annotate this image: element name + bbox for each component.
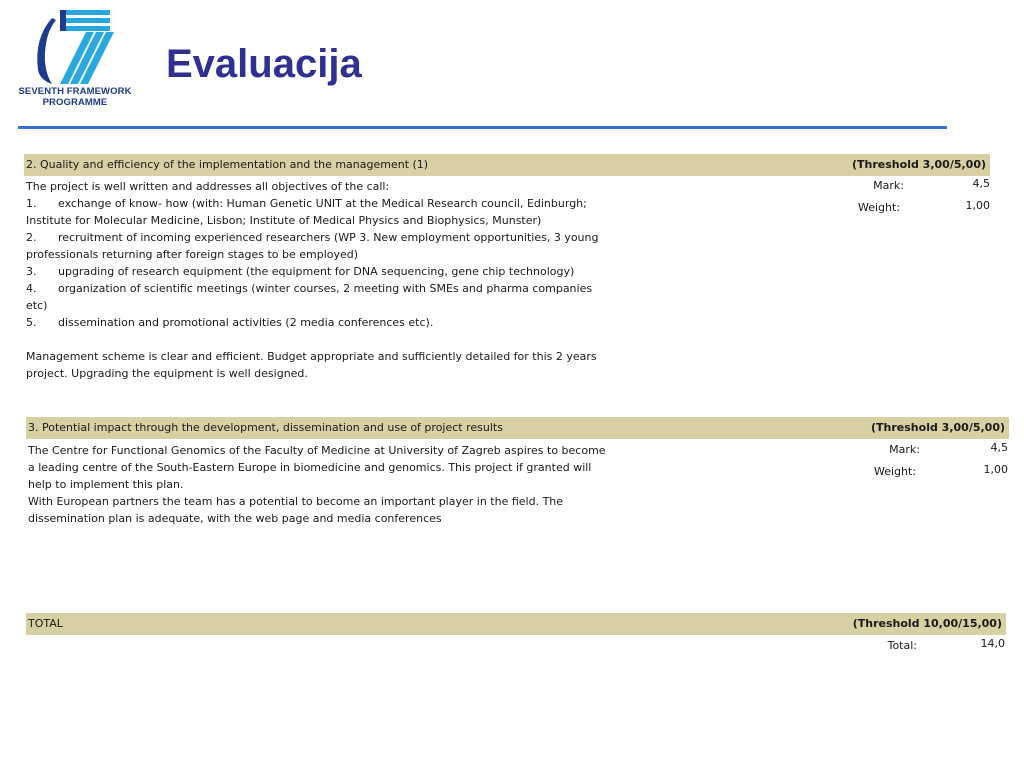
section-2-intro: The project is well written and addresses all objectives of the call: [26, 180, 390, 193]
total-heading: TOTAL [28, 617, 63, 630]
section-3-line: With European partners the team has a potential to become an important player in the field. The [28, 495, 564, 508]
section-2-threshold: (Threshold 3,00/5,00) [852, 158, 986, 171]
section-3-line: dissemination plan is adequate, with the web page and media conferences [28, 512, 442, 525]
total-threshold: (Threshold 10,00/15,00) [852, 617, 1002, 630]
section-2-closing-2: project. Upgrading the equipment is well designed. [26, 367, 308, 380]
list-item: 2. recruitment of incoming experienced researchers (WP 3. New employment opportunities, 3 young [26, 231, 599, 244]
section-3-line: The Centre for Functional Genomics of the Faculty of Medicine at University of Zagreb aspires to become [28, 444, 606, 457]
section-2-mark-value: 4,5 [972, 177, 990, 190]
title-divider [18, 126, 947, 129]
list-item: 4. organization of scientific meetings (winter courses, 2 meeting with SMEs and pharma companies [26, 282, 593, 295]
logo-caption: SEVENTH FRAMEWORK PROGRAMME [18, 86, 132, 108]
section-3-weight-value: 1,00 [983, 463, 1008, 476]
section-2-body [26, 178, 599, 382]
list-item-continuation: etc) [26, 299, 48, 312]
list-item-continuation: professionals returning after foreign stages to be employed) [26, 248, 359, 261]
section-2-header [24, 154, 990, 176]
page-title: Evaluacija [166, 42, 362, 86]
section-3-line: help to implement this plan. [28, 478, 184, 491]
section-3-header [26, 417, 1009, 439]
section-2-weight-value: 1,00 [965, 199, 990, 212]
section-2-heading: 2. Quality and efficiency of the implementation and the management (1) [26, 158, 429, 171]
section-3-heading: 3. Potential impact through the development, dissemination and use of project results [28, 421, 503, 434]
total-value: 14,0 [980, 637, 1005, 650]
section-3-body [28, 442, 606, 527]
fp7-logo [12, 8, 138, 112]
list-item: 5. dissemination and promotional activities (2 media conferences etc). [26, 316, 434, 329]
list-item: 1. exchange of know- how (with: Human Genetic UNIT at the Medical Research council, Edinburgh; [26, 197, 587, 210]
section-3-mark-value: 4,5 [990, 441, 1008, 454]
list-item-continuation: Institute for Molecular Medicine, Lisbon; Institute of Medical Physics and Biophysics, Munster) [26, 214, 542, 227]
list-item: 3. upgrading of research equipment (the equipment for DNA sequencing, gene chip technology) [26, 265, 575, 278]
section-3-threshold: (Threshold 3,00/5,00) [871, 421, 1005, 434]
section-3-line: a leading centre of the South-Eastern Europe in biomedicine and genomics. This project if granted will [28, 461, 592, 474]
seven-logo-icon [12, 8, 138, 88]
total-header [26, 613, 1006, 635]
section-2-closing-1: Management scheme is clear and efficient. Budget appropriate and sufficiently detailed for this 2 years [26, 350, 597, 363]
